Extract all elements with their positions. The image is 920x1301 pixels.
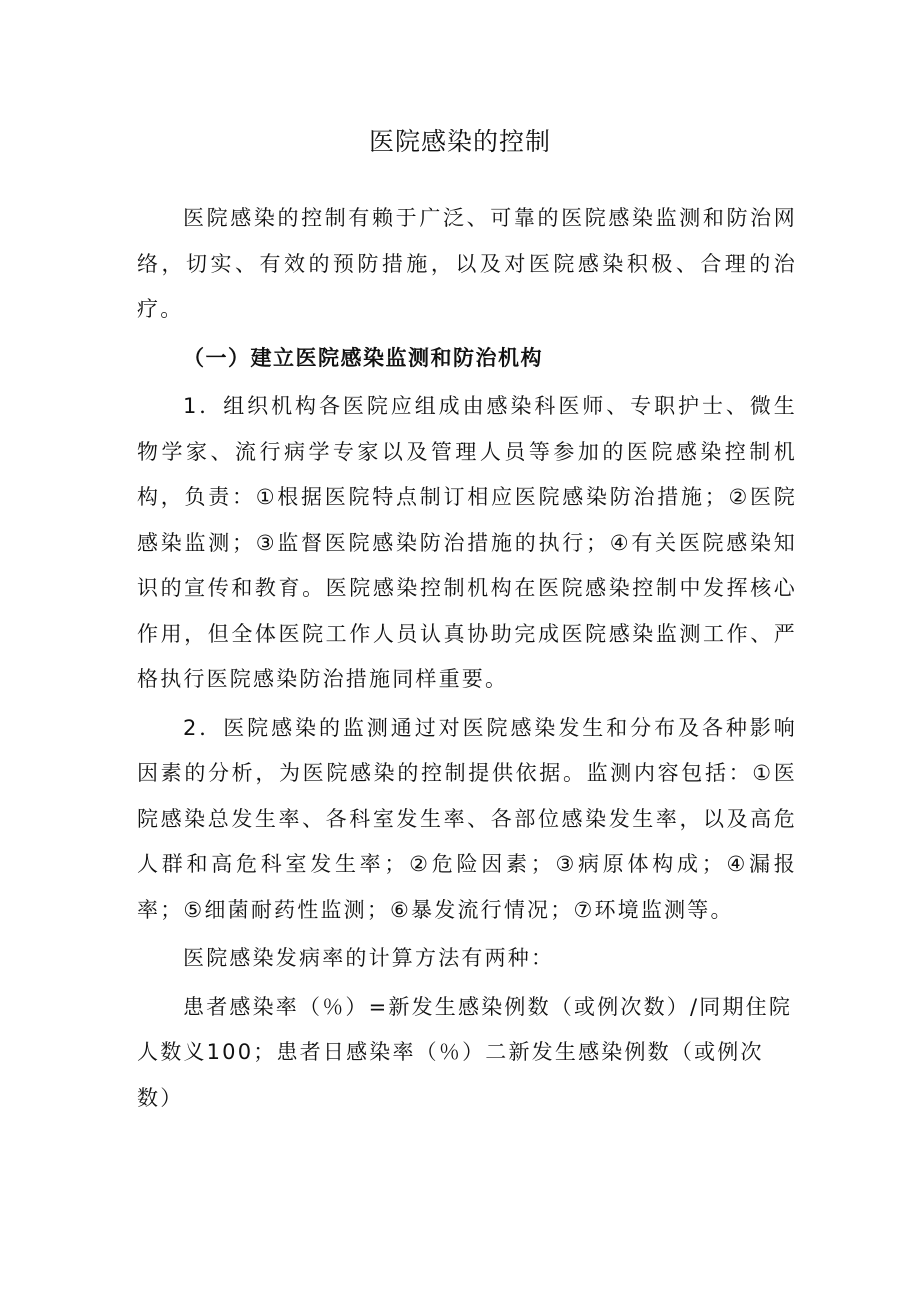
intro-paragraph: 医院感染的控制有赖于广泛、可靠的医院感染监测和防治网络，切实、有效的预防措施，以及对医院感染积极、合理的治疗。 <box>137 206 797 321</box>
section-heading-1: （一）建立医院感染监测和防治机构 <box>183 345 543 370</box>
document-title: 医院感染的控制 <box>368 127 551 156</box>
monitoring-paragraph: 2．医院感染的监测通过对医院感染发生和分布及各种影响因素的分析，为医院感染的控制提供依据。监测内容包括：①医院感染总发生率、各科室发生率、各部位感染发生率，以及高危人群和高危科室发生率；②危险因素；③病原体构成；④漏报率；⑤细菌耐药性监测；⑥暴发流行情况；⑦环境监测等。 <box>137 715 797 922</box>
document-body <box>137 196 797 1124</box>
organization-paragraph: 1．组织机构各医院应组成由感染科医师、专职护士、微生物学家、流行病学专家以及管理人员等参加的医院感染控制机构，负责：①根据医院特点制订相应医院感染防治措施；②医院感染监测；③监督医院感染防治措施的执行；④有关医院感染知识的宣传和教育。医院感染控制机构在医院感染控制中发挥核心作用，但全体医院工作人员认真协助完成医院感染监测工作、严格执行医院感染防治措施同样重要。 <box>137 394 797 691</box>
formula-paragraph: 患者感染率（％）=新发生感染例数（或例次数）/同期住院人数义100；患者日感染率（％）二新发生感染例数（或例次数） <box>137 994 793 1110</box>
calculation-intro-paragraph: 医院感染发病率的计算方法有两种： <box>183 946 555 970</box>
